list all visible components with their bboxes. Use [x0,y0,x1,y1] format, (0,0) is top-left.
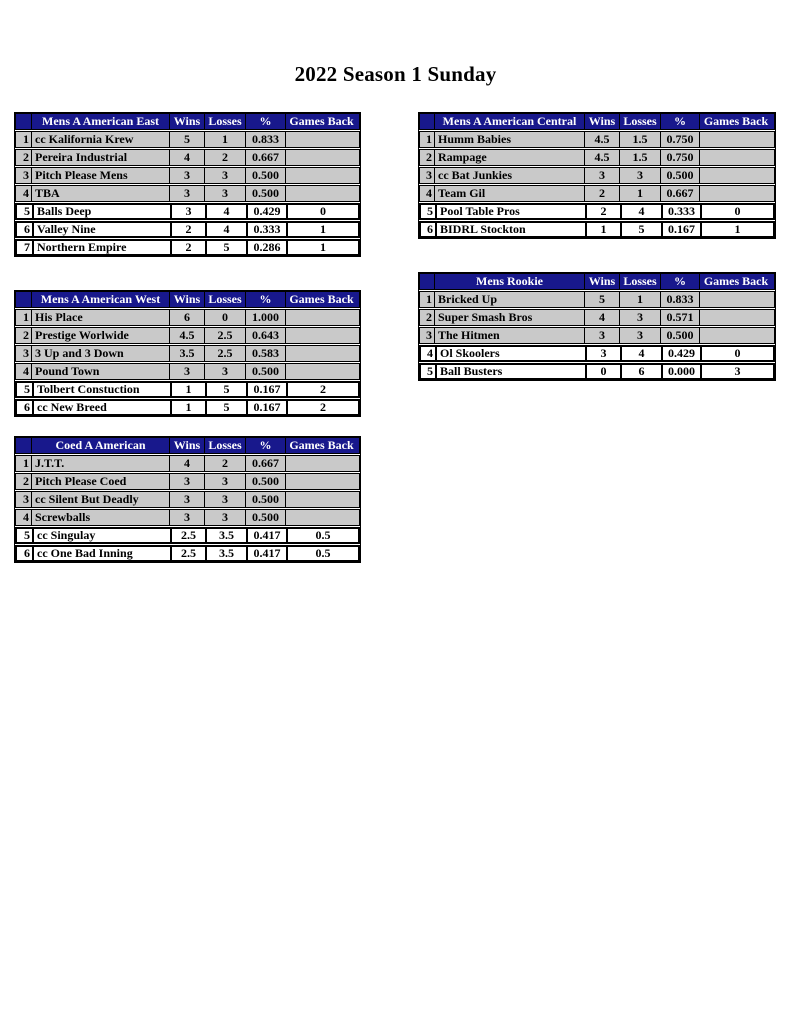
losses-cell: 5 [205,401,246,414]
games-back-cell [285,168,357,183]
wins-cell: 6 [169,310,204,325]
column-header-games-back: Games Back [699,114,772,129]
rank-column-header [420,274,434,289]
column-header-games-back: Games Back [285,438,357,453]
games-back-cell [699,150,772,165]
losses-cell: 3 [204,492,245,507]
rank-column-header [420,114,434,129]
rank-cell: 4 [427,347,433,360]
table-header-row [419,113,775,130]
losses-cell: 5 [205,241,246,254]
wins-cell: 3 [584,328,619,343]
column-header-wins: Wins [584,274,619,289]
column-header-wins: Wins [169,438,204,453]
team-row [419,309,775,326]
column-header-wins: Wins [584,114,619,129]
column-header-games-back: Games Back [699,274,772,289]
column-header-losses: Losses [204,292,245,307]
losses-cell: 3.5 [205,529,246,542]
pct-cell: 0.500 [660,328,699,343]
team-row [15,491,360,508]
games-back-cell: 3 [700,365,773,378]
pct-cell: 0.833 [245,132,285,147]
pct-cell: 0.333 [246,223,286,236]
column-header-losses: Losses [619,274,660,289]
pct-cell: 0.571 [660,310,699,325]
pct-cell: 0.500 [245,474,285,489]
rank-cell: 3 [23,492,29,506]
team-row [419,149,775,166]
rank-cell: 4 [426,186,432,200]
wins-cell: 3 [169,168,204,183]
games-back-cell: 0.5 [286,547,358,560]
games-back-cell: 0 [700,347,773,360]
losses-cell: 2 [204,150,245,165]
wins-cell: 4 [169,456,204,471]
standings-table-mens-rookie [418,272,776,381]
team-row [15,545,360,562]
column-header-pct: % [245,114,285,129]
wins-cell: 2 [170,223,205,236]
pct-cell: 0.000 [661,365,700,378]
wins-cell: 1 [585,223,620,236]
team-row [15,131,360,148]
games-back-cell [699,168,772,183]
wins-cell: 2.5 [170,529,205,542]
losses-cell: 4 [620,347,661,360]
rank-cell: 4 [23,510,29,524]
losses-cell: 3 [204,364,245,379]
games-back-cell [285,310,357,325]
rank-cell: 5 [24,383,30,396]
team-name-cell: Super Smash Bros [434,310,584,325]
team-row [419,345,775,362]
rank-cell: 2 [23,474,29,488]
team-row [15,327,360,344]
pct-cell: 0.286 [246,241,286,254]
losses-cell: 3 [619,328,660,343]
pct-cell: 0.643 [245,328,285,343]
column-header-wins: Wins [169,114,204,129]
losses-cell: 3 [204,186,245,201]
rank-cell: 4 [23,186,29,200]
games-back-cell [699,328,772,343]
pct-cell: 0.167 [661,223,700,236]
wins-cell: 3.5 [169,346,204,361]
wins-cell: 3 [169,364,204,379]
team-name-cell: The Hitmen [434,328,584,343]
table-title: Mens A American East [31,114,169,129]
games-back-cell [699,186,772,201]
standings-table-mens-a-american-central [418,112,776,239]
column-header-games-back: Games Back [285,114,357,129]
team-name-cell: TBA [31,186,169,201]
losses-cell: 1 [204,132,245,147]
rank-column-header [16,114,31,129]
wins-cell: 2 [585,205,620,218]
team-name-cell: Valley Nine [32,223,170,236]
team-name-cell: Bricked Up [434,292,584,307]
games-back-cell: 0 [700,205,773,218]
games-back-cell: 1 [286,223,358,236]
losses-cell: 1 [619,186,660,201]
team-row [15,239,360,256]
team-row [15,221,360,238]
team-name-cell: Tolbert Constuction [32,383,170,396]
team-name-cell: Northern Empire [32,241,170,254]
games-back-cell [285,346,357,361]
wins-cell: 2 [584,186,619,201]
games-back-cell [285,474,357,489]
column-header-pct: % [660,114,699,129]
losses-cell: 6 [620,365,661,378]
pct-cell: 0.500 [660,168,699,183]
team-name-cell: Pool Table Pros [435,205,585,218]
team-name-cell: Ball Busters [435,365,585,378]
column-header-losses: Losses [619,114,660,129]
losses-cell: 3 [204,168,245,183]
pct-cell: 0.500 [245,186,285,201]
rank-cell: 6 [24,223,30,236]
losses-cell: 3 [619,310,660,325]
losses-cell: 5 [205,383,246,396]
standings-table-coed-a-american [14,436,361,563]
team-name-cell: J.T.T. [31,456,169,471]
column-header-losses: Losses [204,114,245,129]
games-back-cell [285,492,357,507]
games-back-cell: 1 [286,241,358,254]
team-row [419,131,775,148]
wins-cell: 4 [169,150,204,165]
rank-cell: 1 [23,310,29,324]
wins-cell: 2 [170,241,205,254]
losses-cell: 2.5 [204,346,245,361]
wins-cell: 2.5 [170,547,205,560]
rank-cell: 5 [427,365,433,378]
pct-cell: 0.167 [246,401,286,414]
games-back-cell [285,510,357,525]
games-back-cell: 0.5 [286,529,358,542]
rank-cell: 6 [24,547,30,560]
wins-cell: 0 [585,365,620,378]
team-row [15,203,360,220]
games-back-cell [285,456,357,471]
rank-cell: 5 [427,205,433,218]
pct-cell: 0.667 [245,456,285,471]
wins-cell: 4.5 [169,328,204,343]
wins-cell: 4.5 [584,150,619,165]
team-name-cell: cc One Bad Inning [32,547,170,560]
pct-cell: 0.417 [246,547,286,560]
team-name-cell: His Place [31,310,169,325]
column-header-pct: % [245,292,285,307]
team-name-cell: Humm Babies [434,132,584,147]
rank-column-header [16,438,31,453]
games-back-cell: 2 [286,383,358,396]
table-header-row [419,273,775,290]
team-name-cell: Balls Deep [32,205,170,218]
pct-cell: 0.500 [245,492,285,507]
wins-cell: 1 [170,401,205,414]
losses-cell: 3 [204,510,245,525]
rank-cell: 2 [23,150,29,164]
team-row [15,309,360,326]
wins-cell: 4 [584,310,619,325]
team-row [15,363,360,380]
rank-cell: 3 [426,168,432,182]
pct-cell: 0.750 [660,150,699,165]
rank-cell: 7 [24,241,30,254]
standings-table-mens-a-american-west [14,290,361,417]
column-header-losses: Losses [204,438,245,453]
losses-cell: 5 [620,223,661,236]
team-row [15,185,360,202]
team-name-cell: Pereira Industrial [31,150,169,165]
table-title: Mens Rookie [434,274,584,289]
team-name-cell: Pound Town [31,364,169,379]
losses-cell: 4 [620,205,661,218]
games-back-cell [699,292,772,307]
wins-cell: 3 [169,474,204,489]
losses-cell: 1.5 [619,132,660,147]
page-title: 2022 Season 1 Sunday [294,62,497,86]
column-header-pct: % [660,274,699,289]
pct-cell: 0.417 [246,529,286,542]
rank-cell: 1 [426,132,432,146]
team-row [15,399,360,416]
pct-cell: 0.500 [245,510,285,525]
table-title: Mens A American Central [434,114,584,129]
column-header-games-back: Games Back [285,292,357,307]
rank-cell: 1 [23,456,29,470]
rank-cell: 5 [24,529,30,542]
team-row [15,167,360,184]
table-title: Coed A American [31,438,169,453]
rank-cell: 3 [23,168,29,182]
games-back-cell [699,310,772,325]
rank-cell: 6 [427,223,433,236]
games-back-cell: 2 [286,401,358,414]
pct-cell: 0.167 [246,383,286,396]
rank-cell: 5 [24,205,30,218]
games-back-cell [285,132,357,147]
rank-cell: 2 [23,328,29,342]
team-name-cell: Prestige Worlwide [31,328,169,343]
wins-cell: 3 [585,347,620,360]
team-name-cell: Ol Skoolers [435,347,585,360]
column-header-wins: Wins [169,292,204,307]
team-row [419,203,775,220]
team-name-cell: Pitch Please Coed [31,474,169,489]
team-row [15,345,360,362]
column-header-pct: % [245,438,285,453]
wins-cell: 5 [169,132,204,147]
wins-cell: 3 [169,492,204,507]
team-name-cell: BIDRL Stockton [435,223,585,236]
team-row [15,473,360,490]
team-row [419,167,775,184]
rank-cell: 1 [426,292,432,306]
pct-cell: 0.500 [245,364,285,379]
team-name-cell: Pitch Please Mens [31,168,169,183]
team-name-cell: Team Gil [434,186,584,201]
losses-cell: 2.5 [204,328,245,343]
losses-cell: 4 [205,205,246,218]
games-back-cell [285,150,357,165]
rank-cell: 3 [426,328,432,342]
team-row [15,381,360,398]
team-row [419,221,775,238]
table-title: Mens A American West [31,292,169,307]
team-name-cell: cc New Breed [32,401,170,414]
team-row [15,527,360,544]
losses-cell: 3.5 [205,547,246,560]
pct-cell: 0.833 [660,292,699,307]
team-row [15,149,360,166]
pct-cell: 0.750 [660,132,699,147]
wins-cell: 3 [170,205,205,218]
table-header-row [15,291,360,308]
team-name-cell: Screwballs [31,510,169,525]
wins-cell: 3 [169,186,204,201]
pct-cell: 0.583 [245,346,285,361]
games-back-cell [285,364,357,379]
pct-cell: 0.500 [245,168,285,183]
rank-cell: 1 [23,132,29,146]
team-name-cell: 3 Up and 3 Down [31,346,169,361]
games-back-cell [285,328,357,343]
team-name-cell: cc Silent But Deadly [31,492,169,507]
losses-cell: 3 [619,168,660,183]
wins-cell: 1 [170,383,205,396]
team-name-cell: Rampage [434,150,584,165]
team-row [419,363,775,380]
pct-cell: 1.000 [245,310,285,325]
games-back-cell [699,132,772,147]
wins-cell: 5 [584,292,619,307]
games-back-cell: 0 [286,205,358,218]
team-row [419,327,775,344]
standings-table-mens-a-american-east [14,112,361,257]
losses-cell: 4 [205,223,246,236]
table-header-row [15,437,360,454]
wins-cell: 4.5 [584,132,619,147]
wins-cell: 3 [169,510,204,525]
games-back-cell [285,186,357,201]
pct-cell: 0.667 [245,150,285,165]
losses-cell: 1.5 [619,150,660,165]
losses-cell: 0 [204,310,245,325]
table-header-row [15,113,360,130]
pct-cell: 0.429 [246,205,286,218]
rank-cell: 2 [426,150,432,164]
rank-cell: 4 [23,364,29,378]
pct-cell: 0.333 [661,205,700,218]
team-name-cell: cc Bat Junkies [434,168,584,183]
losses-cell: 3 [204,474,245,489]
team-name-cell: cc Singulay [32,529,170,542]
team-row [15,509,360,526]
wins-cell: 3 [584,168,619,183]
rank-cell: 6 [24,401,30,414]
pct-cell: 0.429 [661,347,700,360]
team-name-cell: cc Kalifornia Krew [31,132,169,147]
team-row [15,455,360,472]
rank-cell: 3 [23,346,29,360]
team-row [419,291,775,308]
team-row [419,185,775,202]
losses-cell: 2 [204,456,245,471]
rank-cell: 2 [426,310,432,324]
rank-column-header [16,292,31,307]
games-back-cell: 1 [700,223,773,236]
losses-cell: 1 [619,292,660,307]
pct-cell: 0.667 [660,186,699,201]
